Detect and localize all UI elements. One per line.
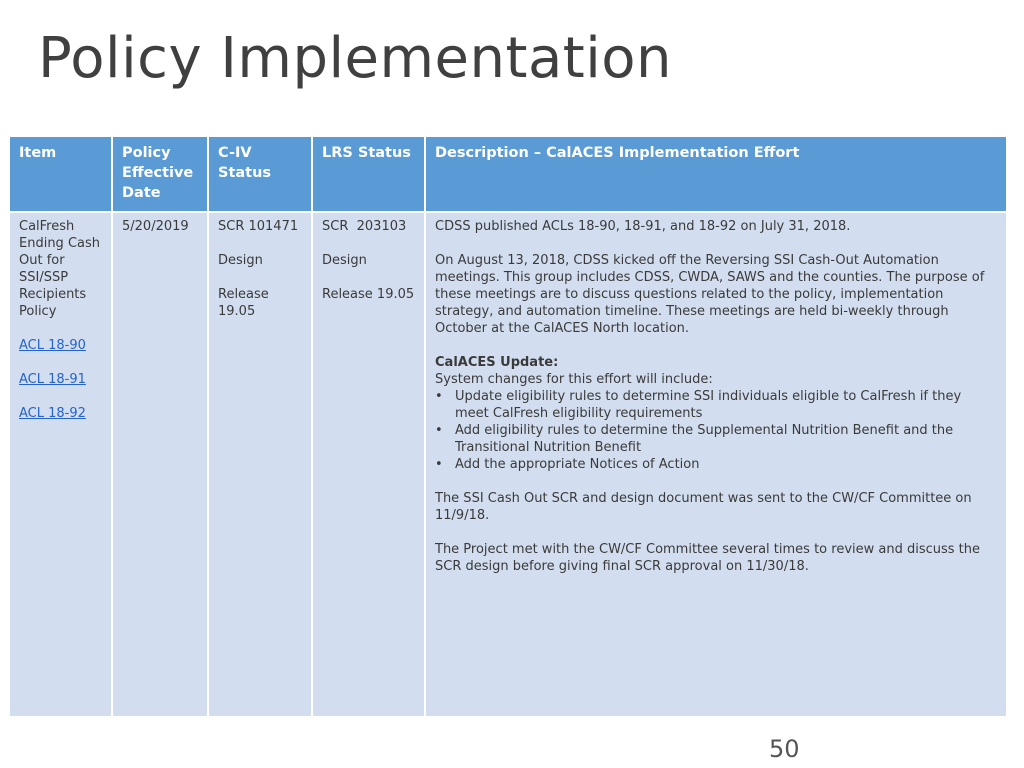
update-bullet-list (435, 388, 997, 473)
implementation-table (8, 135, 1008, 718)
cell-civ-status (209, 213, 311, 716)
page-number: 50 (769, 735, 800, 763)
cell-item (10, 213, 111, 716)
header-civ-status: C-IV Status (209, 137, 311, 211)
list-item: • Add the appropriate Notices of Action (455, 456, 997, 473)
cell-policy-date (113, 213, 207, 716)
civ-release: Release 19.05 (218, 287, 269, 319)
description-paragraph-2: On August 13, 2018, CDSS kicked off the Reversing SSI Cash-Out Automation meetings. This group includes CDSS, CWDA, SAWS and the counties. The purpose of these meetings are to discuss questions related to the policy, implementation strategy, and automation timeline. These meetings are held bi-weekly through October at the CalACES North location. (435, 253, 985, 336)
cell-lrs-status (313, 213, 424, 716)
header-item: Item (10, 137, 111, 211)
calaces-update-intro: System changes for this effort will include: (435, 372, 713, 387)
calaces-update-heading: CalACES Update: (435, 355, 559, 370)
list-item: • Update eligibility rules to determine SSI individuals eligible to CalFresh if they meet CalFresh eligibility requirements (455, 388, 997, 422)
civ-phase: Design (218, 253, 263, 268)
list-item: • Add eligibility rules to determine the Supplemental Nutrition Benefit and the Transitional Nutrition Benefit (455, 422, 997, 456)
lrs-phase: Design (322, 253, 367, 268)
description-paragraph-4: The Project met with the CW/CF Committee several times to review and discuss the SCR design before giving final SCR approval on 11/30/18. (435, 542, 981, 574)
acl-18-92-link[interactable]: ACL 18-92 (19, 406, 86, 421)
acl-18-90-link[interactable]: ACL 18-90 (19, 338, 86, 353)
lrs-release: Release 19.05 (322, 287, 415, 302)
civ-scr: SCR 101471 (218, 219, 299, 234)
header-policy-effective-date: Policy Effective Date (113, 137, 207, 211)
item-text: CalFresh Ending Cash Out for SSI/SSP Recipients Policy (19, 219, 100, 319)
policy-date: 5/20/2019 (122, 219, 189, 234)
header-lrs-status: LRS Status (313, 137, 424, 211)
acl-18-91-link[interactable]: ACL 18-91 (19, 372, 86, 387)
lrs-scr: SCR 203103 (322, 219, 407, 234)
table-header-row (10, 137, 1006, 211)
cell-description (426, 213, 1006, 716)
description-paragraph-3: The SSI Cash Out SCR and design document was sent to the CW/CF Committee on 11/9/18. (435, 491, 972, 523)
description-paragraph-1: CDSS published ACLs 18-90, 18-91, and 18-92 on July 31, 2018. (435, 219, 851, 234)
policy-table (8, 135, 1008, 718)
table-row (10, 213, 1006, 716)
page-title: Policy Implementation (38, 26, 673, 91)
header-description: Description – CalACES Implementation Effort (426, 137, 1006, 211)
